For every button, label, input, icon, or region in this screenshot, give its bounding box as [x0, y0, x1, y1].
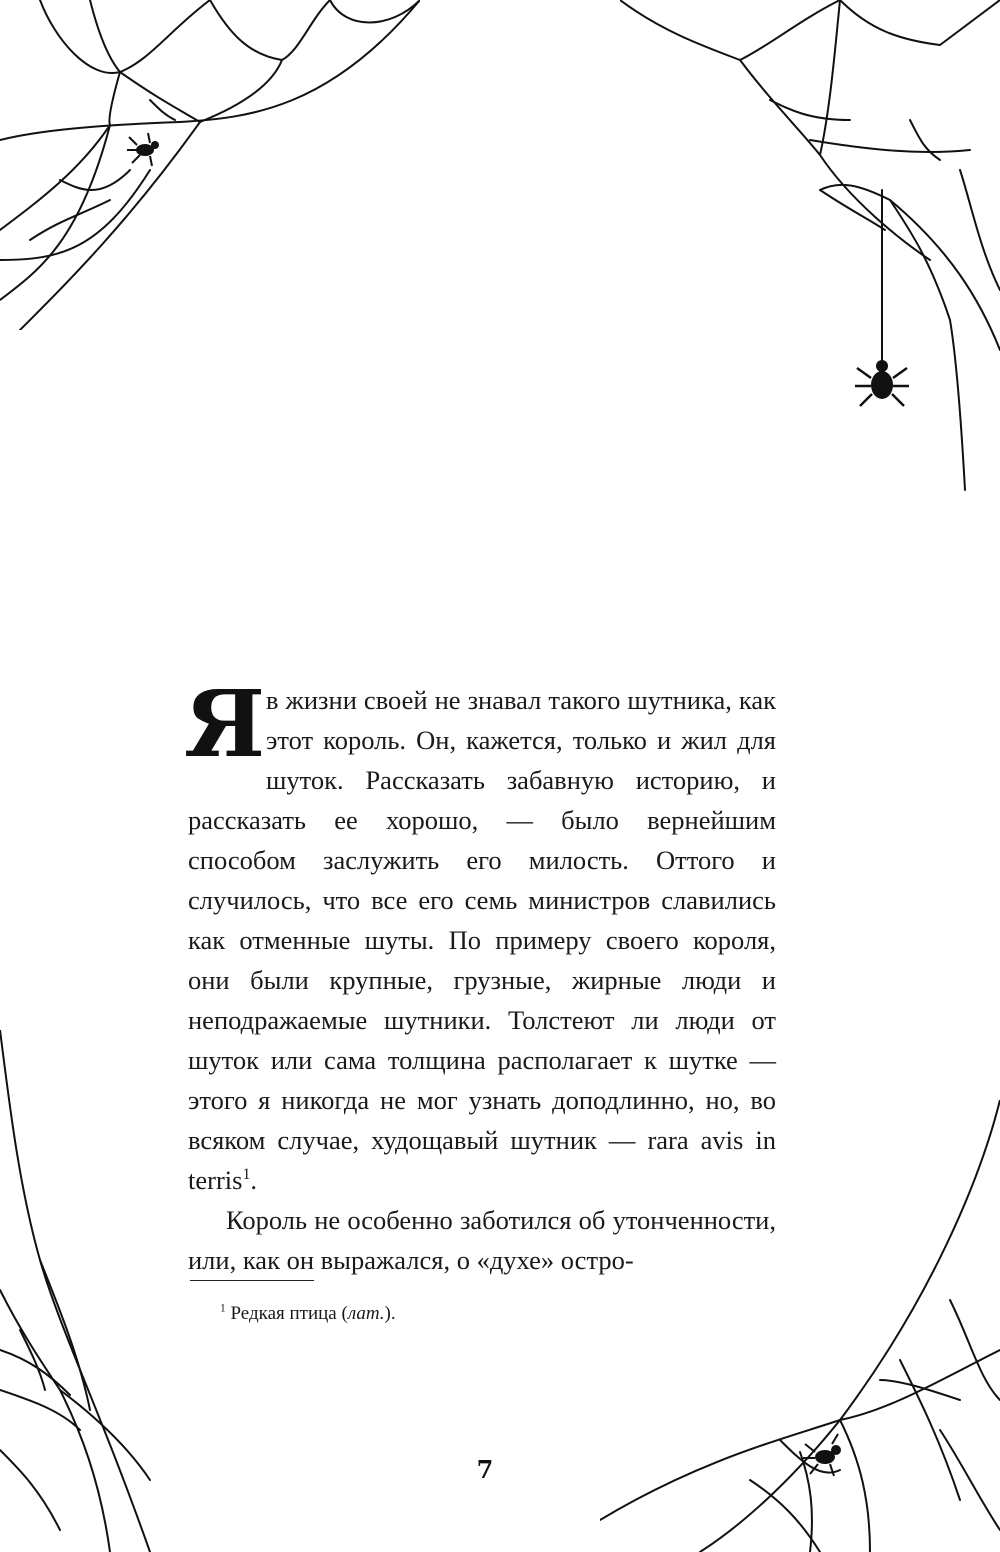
footnote-divider — [190, 1280, 314, 1281]
paragraph-2: Король не особенно заботился об утонченности, или, как он выражался, о «духе» остро- — [188, 1205, 776, 1275]
body-text — [184, 670, 776, 1280]
hanging-spider-icon — [855, 360, 909, 406]
footnote-text-after: ). — [384, 1303, 396, 1324]
footnote — [220, 1303, 396, 1325]
footnote-text-italic: лат. — [347, 1303, 385, 1324]
cobweb-top-right-decoration — [620, 0, 1000, 500]
paragraph-1 — [184, 670, 776, 1200]
footnote-marker: 1 — [220, 1302, 226, 1315]
spider-icon — [127, 133, 159, 166]
cobweb-top-left-decoration — [0, 0, 420, 330]
paragraph-1-text: в жизни своей не знавал такого шутника, как этот король. Он, кажется, только и жил для шуток. Рассказать забавную историю, и рассказать ее хорошо, — было вернейшим способом заслужить его милость. Оттого и случилось, что все его семь министров славились как отменные шуты. По примеру своего короля, они были крупные, грузные, жирные люди и неподражаемые шутники. Толстеют ли люди от шуток или сама толщина располагает к шутке — этого я никогда не мог узнать доподлинно, но, во всяком случае, худощавый шутник — rara avis in terris — [188, 685, 776, 1195]
footnote-reference[interactable]: 1 — [242, 1166, 251, 1184]
paragraph-1-end: . — [250, 1165, 258, 1195]
footnote-text-before: Редкая птица ( — [225, 1303, 348, 1324]
drop-cap: Я — [184, 670, 266, 778]
page-number: 7 — [476, 1455, 494, 1484]
